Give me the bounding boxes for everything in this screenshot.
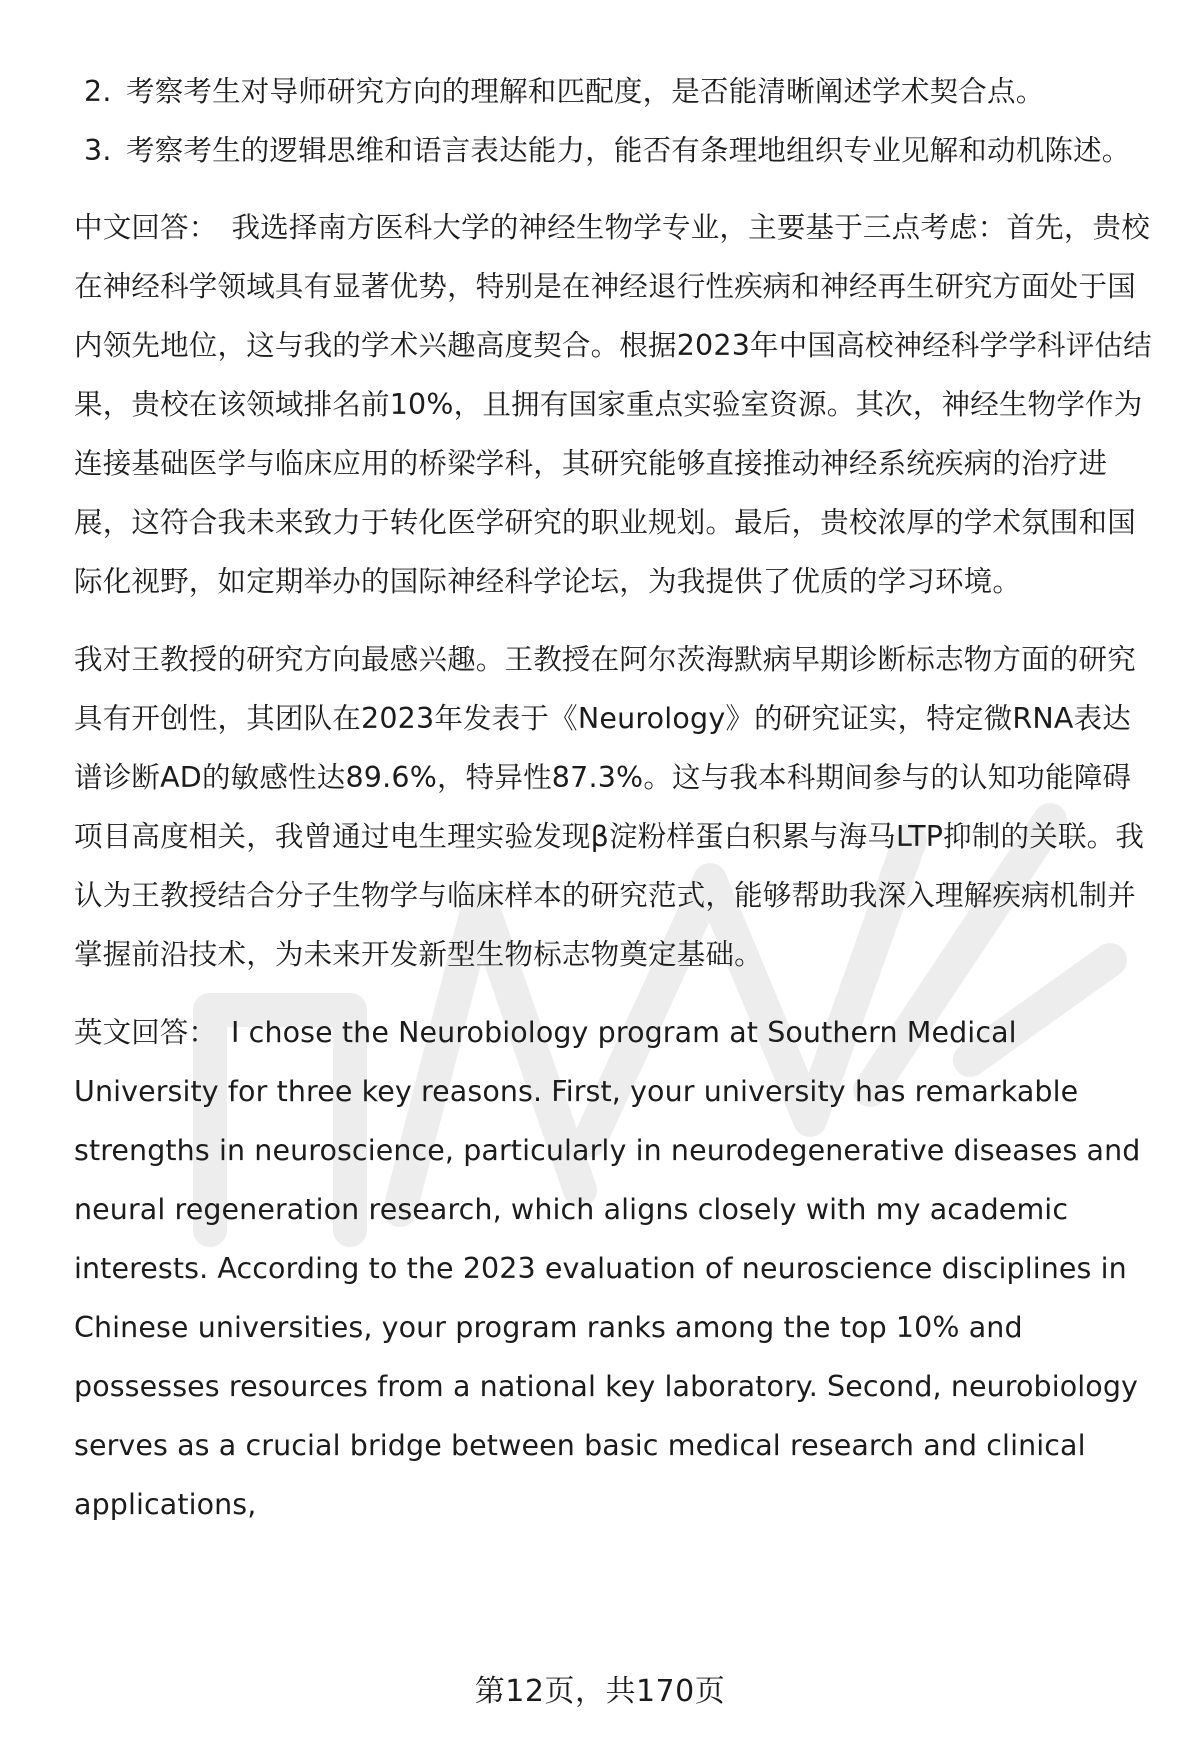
main-content — [74, 62, 1154, 1534]
list-item-text: 考察考生对导师研究方向的理解和匹配度，是否能清晰阐述学术契合点。 — [126, 75, 1045, 108]
list-item-text: 考察考生的逻辑思维和语言表达能力，能否有条理地组织专业见解和动机陈述。 — [126, 134, 1131, 167]
list-item-number: 3. — [84, 134, 112, 167]
list-item — [74, 121, 1154, 180]
list-item — [74, 62, 1154, 121]
chinese-answer-text: 我选择南方医科大学的神经生物学专业，主要基于三点考虑：首先，贵校在神经科学领域具有显著优势，特别是在神经退行性疾病和神经再生研究方面处于国内领先地位，这与我的学术兴趣高度契合。根据2023年中国高校神经科学学科评估结果，贵校在该领域排名前10%，且拥有国家重点实验室资源。其次，神经生物学作为连接基础医学与临床应用的桥梁学科，其研究能够直接推动神经系统疾病的治疗进展，这符合我未来致力于转化医学研究的职业规划。最后，贵校浓厚的学术氛围和国际化视野，如定期举办的国际神经科学论坛，为我提供了优质的学习环境。 — [74, 211, 1152, 598]
english-answer-paragraph — [74, 1003, 1154, 1534]
professor-interest-paragraph: 我对王教授的研究方向最感兴趣。王教授在阿尔茨海默病早期诊断标志物方面的研究具有开创性，其团队在2023年发表于《Neurology》的研究证实，特定微RNA表达谱诊断AD的敏感性达89.6%，特异性87.3%。这与我本科期间参与的认知功能障碍项目高度相关，我曾通过电生理实验发现β淀粉样蛋白积累与海马LTP抑制的关联。我认为王教授结合分子生物学与临床样本的研究范式，能够帮助我深入理解疾病机制并掌握前沿技术，为未来开发新型生物标志物奠定基础。 — [74, 643, 1145, 971]
chinese-answer-paragraph — [74, 198, 1154, 611]
page-footer: 第12页，共170页 — [474, 1674, 726, 1709]
english-answer-text: I chose the Neurobiology program at Southern Medical University for three key reasons. First, your university has remarkable strengths in neuroscience, particularly in neurodegenerative diseases and neural regeneration research, which aligns closely with my academic interests. According to the 2023 evaluation of neuroscience disciplines in Chinese universities, your program ranks among the top 10% and possesses resources from a national key laboratory. Second, neurobiology serves as a crucial bridge between basic medical research and clinical applications, — [74, 1016, 1141, 1521]
chinese-answer-label: 中文回答： — [74, 211, 218, 244]
list-item-number: 2. — [84, 75, 112, 108]
english-answer-label: 英文回答： — [74, 1016, 218, 1049]
criteria-list — [74, 62, 1154, 180]
